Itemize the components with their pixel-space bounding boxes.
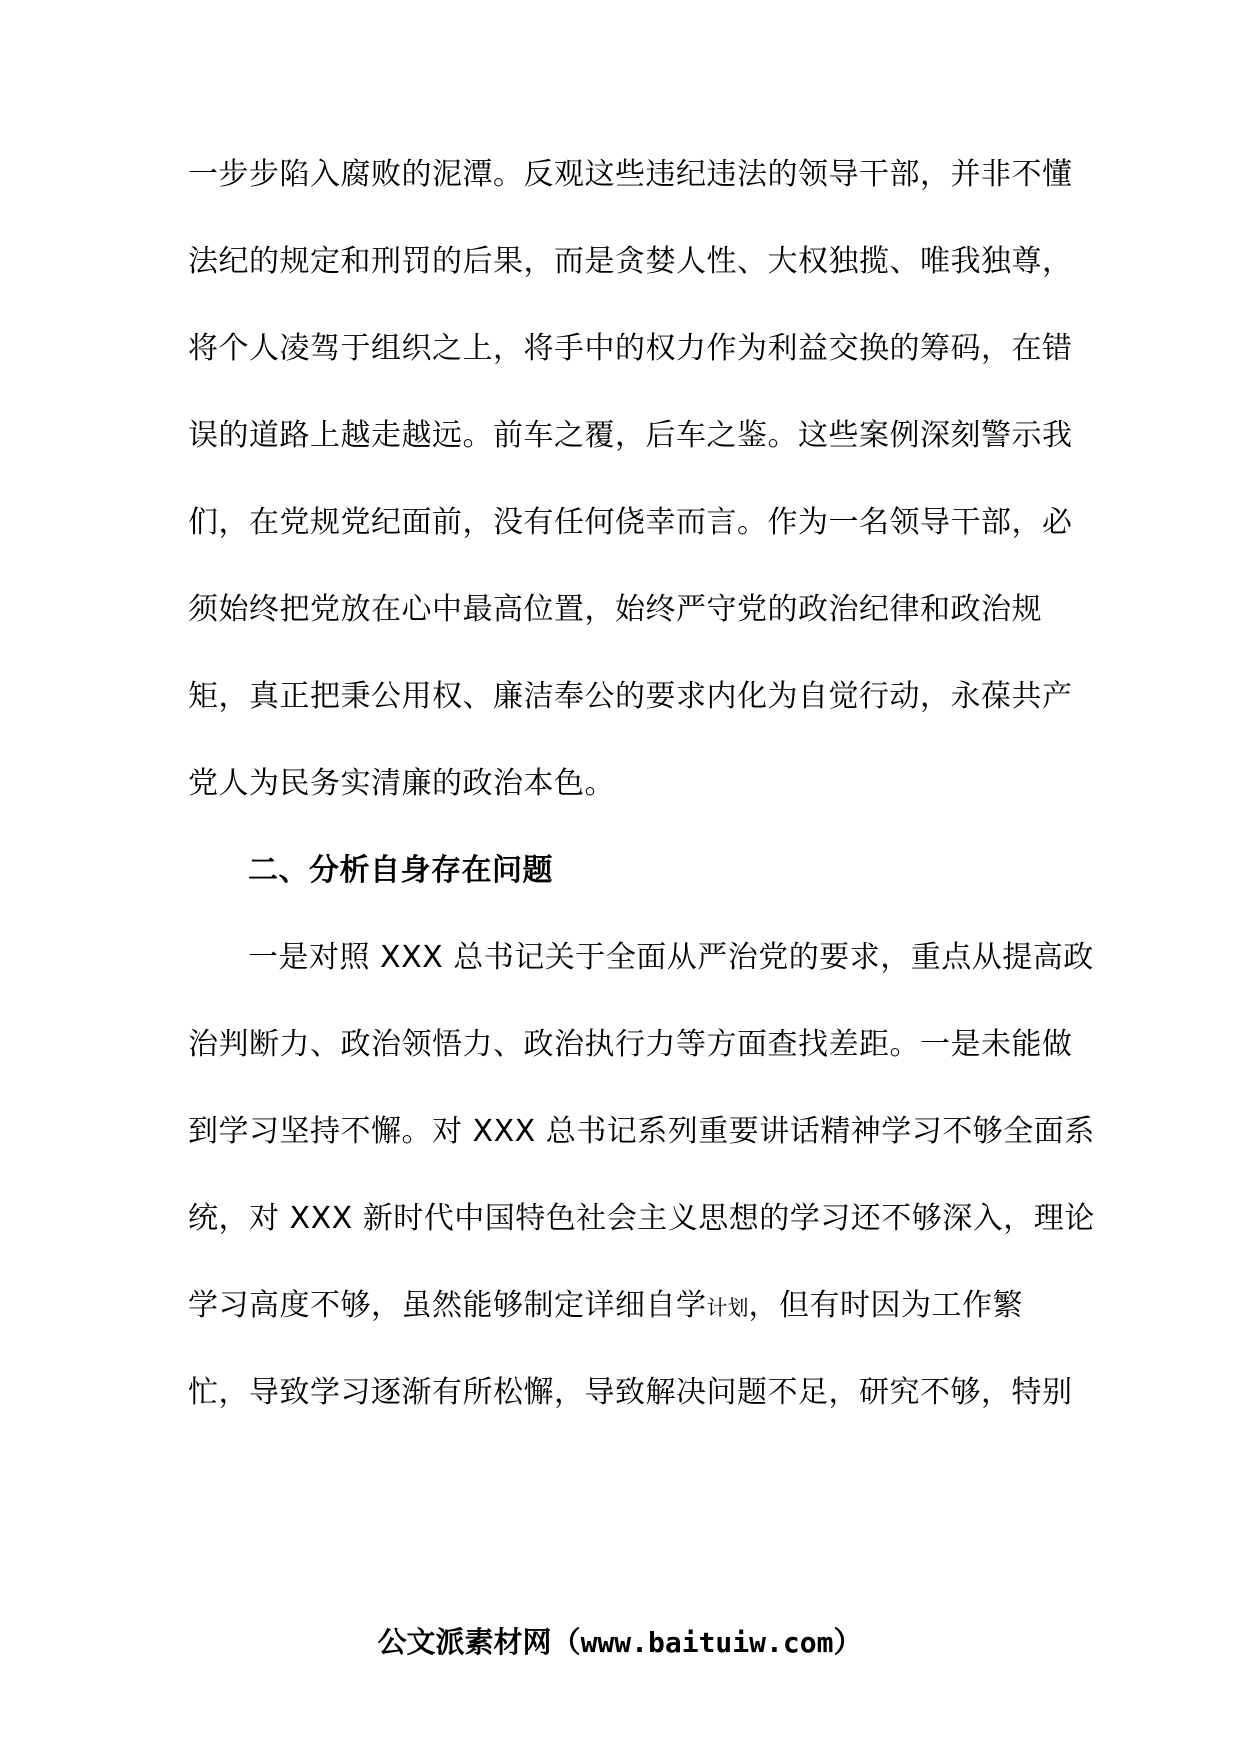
paragraph-text-small: 计划 bbox=[706, 1296, 749, 1320]
footer-watermark bbox=[0, 1622, 1240, 1663]
paragraph-line: 一是对照 XXX 总书记关于全面从严治党的要求，重点从提高政 bbox=[248, 940, 1094, 975]
paragraph-line: 忙，导致学习逐渐有所松懈，导致解决问题不足，研究不够，特别 bbox=[188, 1375, 1073, 1410]
section-heading: 二、分析自身存在问题 bbox=[248, 853, 553, 888]
paragraph-line: 们，在党规党纪面前，没有任何侥幸而言。作为一名领导干部，必 bbox=[188, 505, 1073, 540]
paragraph-line: 法纪的规定和刑罚的后果，而是贪婪人性、大权独揽、唯我独尊， bbox=[188, 244, 1073, 279]
paragraph-text: 学习高度不够，虽然能够制定详细自学 bbox=[188, 1288, 707, 1323]
paragraph-line: 统，对 XXX 新时代中国特色社会主义思想的学习还不够深入，理论 bbox=[188, 1201, 1095, 1236]
paragraph-line: 矩，真正把秉公用权、廉洁奉公的要求内化为自觉行动，永葆共产 bbox=[188, 679, 1073, 714]
paragraph-line: 党人为民务实清廉的政治本色。 bbox=[188, 766, 615, 801]
paragraph-line: 到学习坚持不懈。对 XXX 总书记系列重要讲话精神学习不够全面系 bbox=[188, 1114, 1095, 1149]
paragraph-line: 将个人凌驾于组织之上，将手中的权力作为利益交换的筹码，在错 bbox=[188, 331, 1073, 366]
paragraph-text: ，但有时因为工作繁 bbox=[748, 1288, 1023, 1323]
footer-close-paren: ） bbox=[833, 1625, 863, 1659]
footer-open-paren: （ bbox=[551, 1625, 581, 1659]
footer-url: www.baituiw.com bbox=[580, 1626, 834, 1659]
paragraph-line bbox=[188, 1286, 1068, 1328]
paragraph-line: 须始终把党放在心中最高位置，始终严守党的政治纪律和政治规 bbox=[188, 592, 1042, 627]
footer-site-name: 公文派素材网 bbox=[377, 1625, 552, 1659]
paragraph-line: 误的道路上越走越远。前车之覆，后车之鉴。这些案例深刻警示我 bbox=[188, 418, 1073, 453]
paragraph-line: 一步步陷入腐败的泥潭。反观这些违纪违法的领导干部，并非不懂 bbox=[188, 157, 1073, 192]
paragraph-line: 治判断力、政治领悟力、政治执行力等方面查找差距。一是未能做 bbox=[188, 1027, 1073, 1062]
